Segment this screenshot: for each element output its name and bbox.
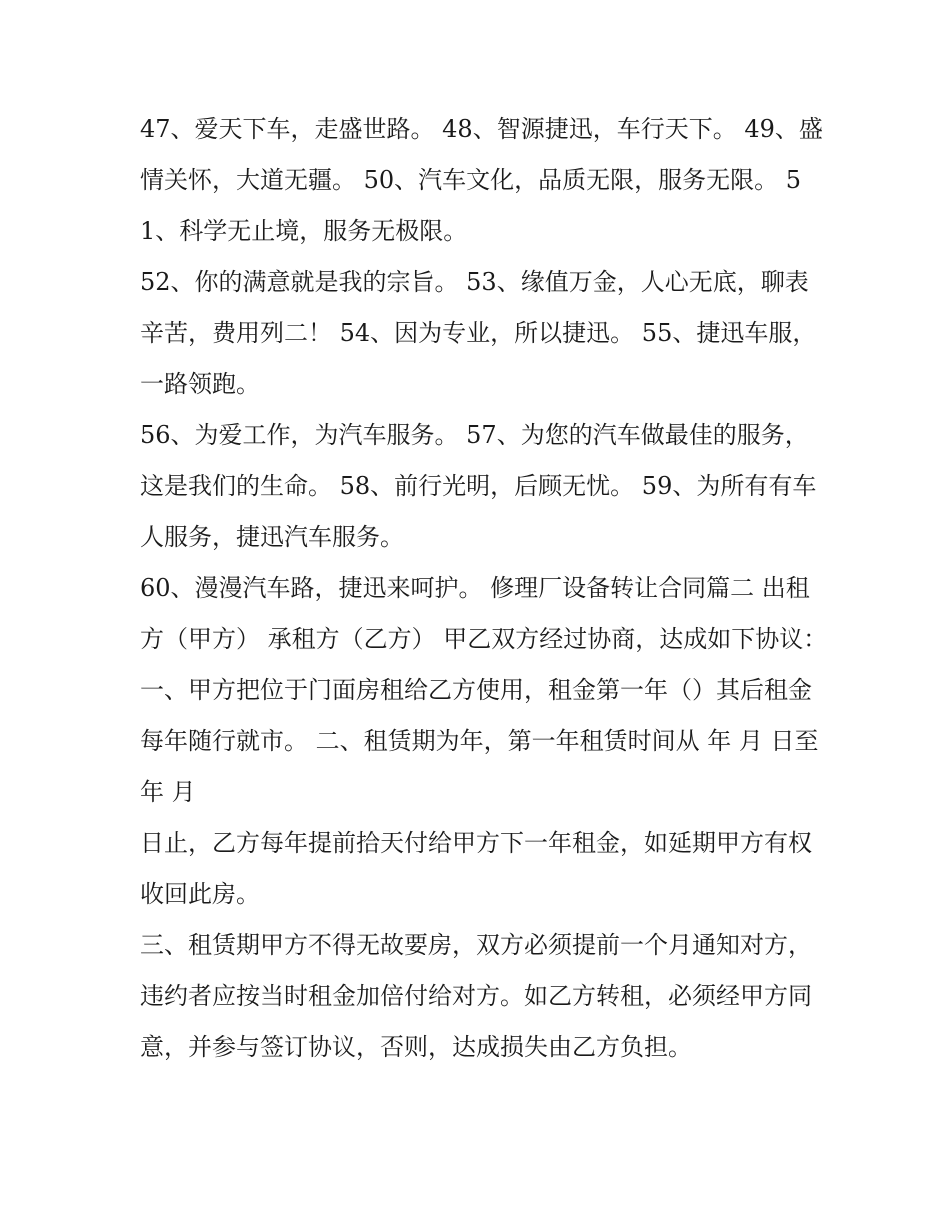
paragraph-clause-two-cont: 日止，乙方每年提前拾天付给甲方下一年租金，如延期甲方有权收回此房。 bbox=[140, 829, 812, 908]
paragraph-contract-intro: 60、漫漫汽车路，捷迅来呵护。 修理厂设备转让合同篇二 出租方（甲方） 承租方（乙方） 甲乙双方经过协商，达成如下协议： bbox=[140, 574, 828, 653]
paragraph-clause-one-two: 一、甲方把位于门面房租给乙方使用，租金第一年（）其后租金每年随行就市。 二、租赁期为年，第一年租赁时间从 年 月 日至 年 月 bbox=[140, 676, 819, 806]
paragraph-slogans-56-59: 56、为爱工作，为汽车服务。 57、为您的汽车做最佳的服务，这是我们的生命。 58、前行光明，后顾无忧。 59、为所有有车人服务，捷迅汽车服务。 bbox=[140, 421, 817, 551]
paragraph-slogans-47-51: 47、爱天下车，走盛世路。 48、智源捷迅，车行天下。 49、盛情关怀，大道无疆。 50、汽车文化，品质无限，服务无限。 51、科学无止境，服务无极限。 bbox=[140, 115, 823, 245]
paragraph-clause-three: 三、租赁期甲方不得无故要房，双方必须提前一个月通知对方，违约者应按当时租金加倍付给对方。如乙方转租，必须经甲方同意，并参与签订协议，否则，达成损失由乙方负担。 bbox=[140, 931, 812, 1061]
paragraph-slogans-52-55: 52、你的满意就是我的宗旨。 53、缘值万金，人心无底，聊表辛苦，费用列二！ 54、因为专业，所以捷迅。 55、捷迅车服，一路领跑。 bbox=[140, 268, 817, 398]
document-page bbox=[140, 104, 830, 1073]
